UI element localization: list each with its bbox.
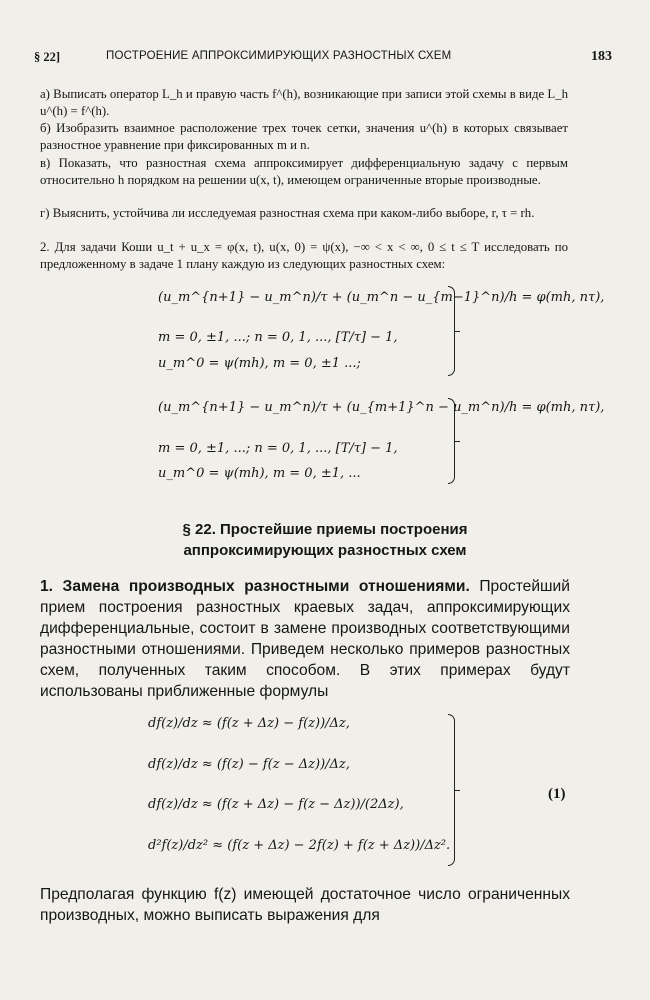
problem-2: 2. Для задачи Коши u_t + u_x = φ(x, t), u(x, 0) = ψ(x), −∞ < x < ∞, 0 ≤ t ≤ T исследовать по предложенному в задаче 1 плану каждую из следующих разностных схем: [40, 240, 568, 271]
task-g: г) Выяснить, устойчива ли исследуемая разностная схема при каком-либо выборе, r, τ = rh. [40, 206, 535, 220]
scheme-1-line-2: m = 0, ±1, ...; n = 0, 1, ..., [T/τ] − 1, [158, 330, 398, 345]
section-heading-line-2: аппроксимирующих разностных схем [183, 542, 467, 559]
formula-2: df(z)/dz ≈ (f(z) − f(z − Δz))/Δz, [148, 757, 350, 772]
scheme-1-line-1: (u_m^{n+1} − u_m^n)/τ + (u_m^n − u_{m−1}^n)/h = φ(mh, nτ), [158, 290, 605, 305]
section-heading-line-1: § 22. Простейшие приемы построения [182, 521, 468, 538]
scheme-2-brace [448, 398, 455, 484]
task-v: в) Показать, что разностная схема аппроксимирует дифференциальную задачу с первым относительно h порядком на решении u(x, t), имеющем ограниченные вторые производные. [40, 156, 568, 187]
header-section: § 22] [34, 50, 61, 64]
formula-3: df(z)/dz ≈ (f(z + Δz) − f(z − Δz))/(2Δz), [148, 797, 404, 812]
formula-1: df(z)/dz ≈ (f(z + Δz) − f(z))/Δz, [148, 716, 350, 731]
scheme-1-line-3: u_m^0 = ψ(mh), m = 0, ±1 ...; [158, 356, 361, 371]
scheme-2-line-2: m = 0, ±1, ...; n = 0, 1, ..., [T/τ] − 1, [158, 441, 398, 456]
header-title: ПОСТРОЕНИЕ АППРОКСИМИРУЮЩИХ РАЗНОСТНЫХ СХЕМ [106, 50, 452, 62]
scheme-1-brace [448, 286, 455, 376]
subsection-title: 1. Замена производных разностными отношениями. [40, 578, 470, 595]
task-b: б) Изобразить взаимное расположение трех точек сетки, значения u^(h) в которых связывает разностное уравнение при фиксированных m и n. [40, 121, 568, 152]
subsection-body: Простейший прием построения разностных краевых задач, аппроксимирующих дифференциальные, состоит в замене производных соответствующими разностными отношениями. Приведем несколько примеров разностных схем, полученных таким способом. В этих примерах будут использованы приближенные формулы [40, 578, 570, 700]
task-a: а) Выписать оператор L_h и правую часть f^(h), возникающие при записи этой схемы в виде L_h u^(h) = f^(h). [40, 87, 568, 118]
closing-paragraph: Предполагая функцию f(z) имеющей достаточное число ограниченных производных, можно выписать выражения для [40, 886, 570, 924]
page-number: 183 [591, 49, 612, 64]
subsection-paragraph [40, 576, 570, 702]
equation-number: (1) [548, 786, 566, 802]
running-header [34, 49, 612, 68]
scheme-2-line-1: (u_m^{n+1} − u_m^n)/τ + (u_{m+1}^n − u_m^n)/h = φ(mh, nτ), [158, 400, 605, 415]
scheme-2-line-3: u_m^0 = ψ(mh), m = 0, ±1, ... [158, 466, 361, 481]
formulas-brace [448, 714, 455, 866]
formula-4: d²f(z)/dz² ≈ (f(z + Δz) − 2f(z) + f(z + Δz))/Δz². [148, 838, 451, 853]
